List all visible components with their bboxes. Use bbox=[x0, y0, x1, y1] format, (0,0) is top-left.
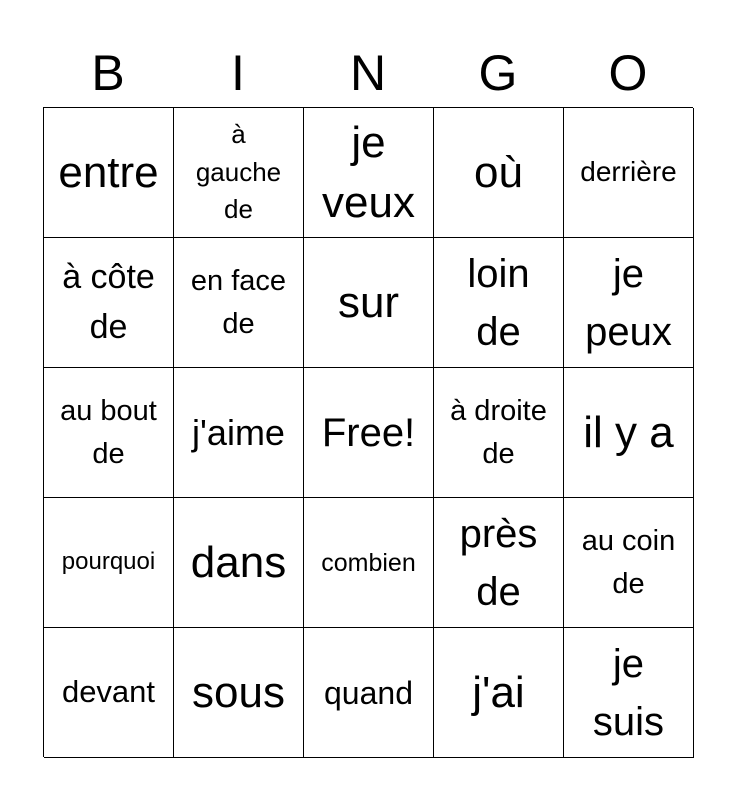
cell-text: entre bbox=[58, 147, 159, 197]
bingo-cell[interactable] bbox=[434, 498, 564, 628]
bingo-cell[interactable] bbox=[564, 628, 694, 758]
header-letter-i: I bbox=[231, 45, 245, 101]
bingo-cell[interactable] bbox=[44, 238, 174, 368]
cell-text: je suis bbox=[592, 641, 665, 744]
bingo-cell[interactable] bbox=[44, 368, 174, 498]
cell-text: j'ai bbox=[472, 667, 525, 717]
cell-text: quand bbox=[324, 674, 413, 711]
bingo-cell[interactable] bbox=[304, 498, 434, 628]
bingo-cell[interactable] bbox=[174, 628, 304, 758]
bingo-cell[interactable] bbox=[174, 498, 304, 628]
cell-text: devant bbox=[61, 674, 156, 710]
cell-text: à gauche de bbox=[195, 118, 282, 225]
cell-text: à côte de bbox=[62, 258, 155, 346]
bingo-cell[interactable] bbox=[44, 628, 174, 758]
cell-text: où bbox=[474, 147, 523, 197]
bingo-cell[interactable] bbox=[174, 108, 304, 238]
bingo-cell[interactable] bbox=[564, 108, 694, 238]
header-letter-n: N bbox=[349, 45, 387, 101]
bingo-cell[interactable] bbox=[304, 368, 434, 498]
cell-text: Free! bbox=[321, 410, 416, 455]
header-letter-o: O bbox=[608, 45, 648, 101]
cell-text: il y a bbox=[583, 407, 674, 457]
cell-text: loin de bbox=[467, 251, 530, 354]
cell-text: sous bbox=[192, 667, 285, 717]
cell-text: au bout de bbox=[60, 395, 157, 470]
cell-text: pourquoi bbox=[61, 548, 156, 576]
cell-text: à droite de bbox=[450, 395, 547, 470]
bingo-cell[interactable] bbox=[564, 238, 694, 368]
bingo-board bbox=[43, 107, 693, 757]
header-letter-b: B bbox=[91, 45, 125, 101]
bingo-cell[interactable] bbox=[304, 628, 434, 758]
bingo-cell[interactable] bbox=[304, 238, 434, 368]
cell-text: dans bbox=[190, 537, 287, 587]
bingo-cell[interactable] bbox=[434, 628, 564, 758]
cell-text: au coin de bbox=[581, 525, 676, 600]
cell-text: je veux bbox=[322, 118, 415, 227]
bingo-cell[interactable] bbox=[44, 108, 174, 238]
bingo-cell[interactable] bbox=[434, 238, 564, 368]
cell-text: combien bbox=[321, 548, 416, 577]
cell-text: en face de bbox=[190, 265, 287, 340]
cell-text: je peux bbox=[585, 251, 672, 354]
bingo-cell[interactable] bbox=[434, 108, 564, 238]
bingo-cell[interactable] bbox=[564, 498, 694, 628]
bingo-cell[interactable] bbox=[304, 108, 434, 238]
cell-text: près de bbox=[459, 511, 538, 614]
header-letter-g: G bbox=[478, 45, 518, 101]
bingo-cell[interactable] bbox=[174, 368, 304, 498]
bingo-cell[interactable] bbox=[44, 498, 174, 628]
bingo-cell[interactable] bbox=[564, 368, 694, 498]
bingo-cell[interactable] bbox=[174, 238, 304, 368]
bingo-header bbox=[43, 42, 693, 104]
cell-text: j'aime bbox=[192, 411, 285, 453]
cell-text: sur bbox=[337, 277, 400, 327]
bingo-cell[interactable] bbox=[434, 368, 564, 498]
cell-text: derrière bbox=[580, 156, 677, 188]
